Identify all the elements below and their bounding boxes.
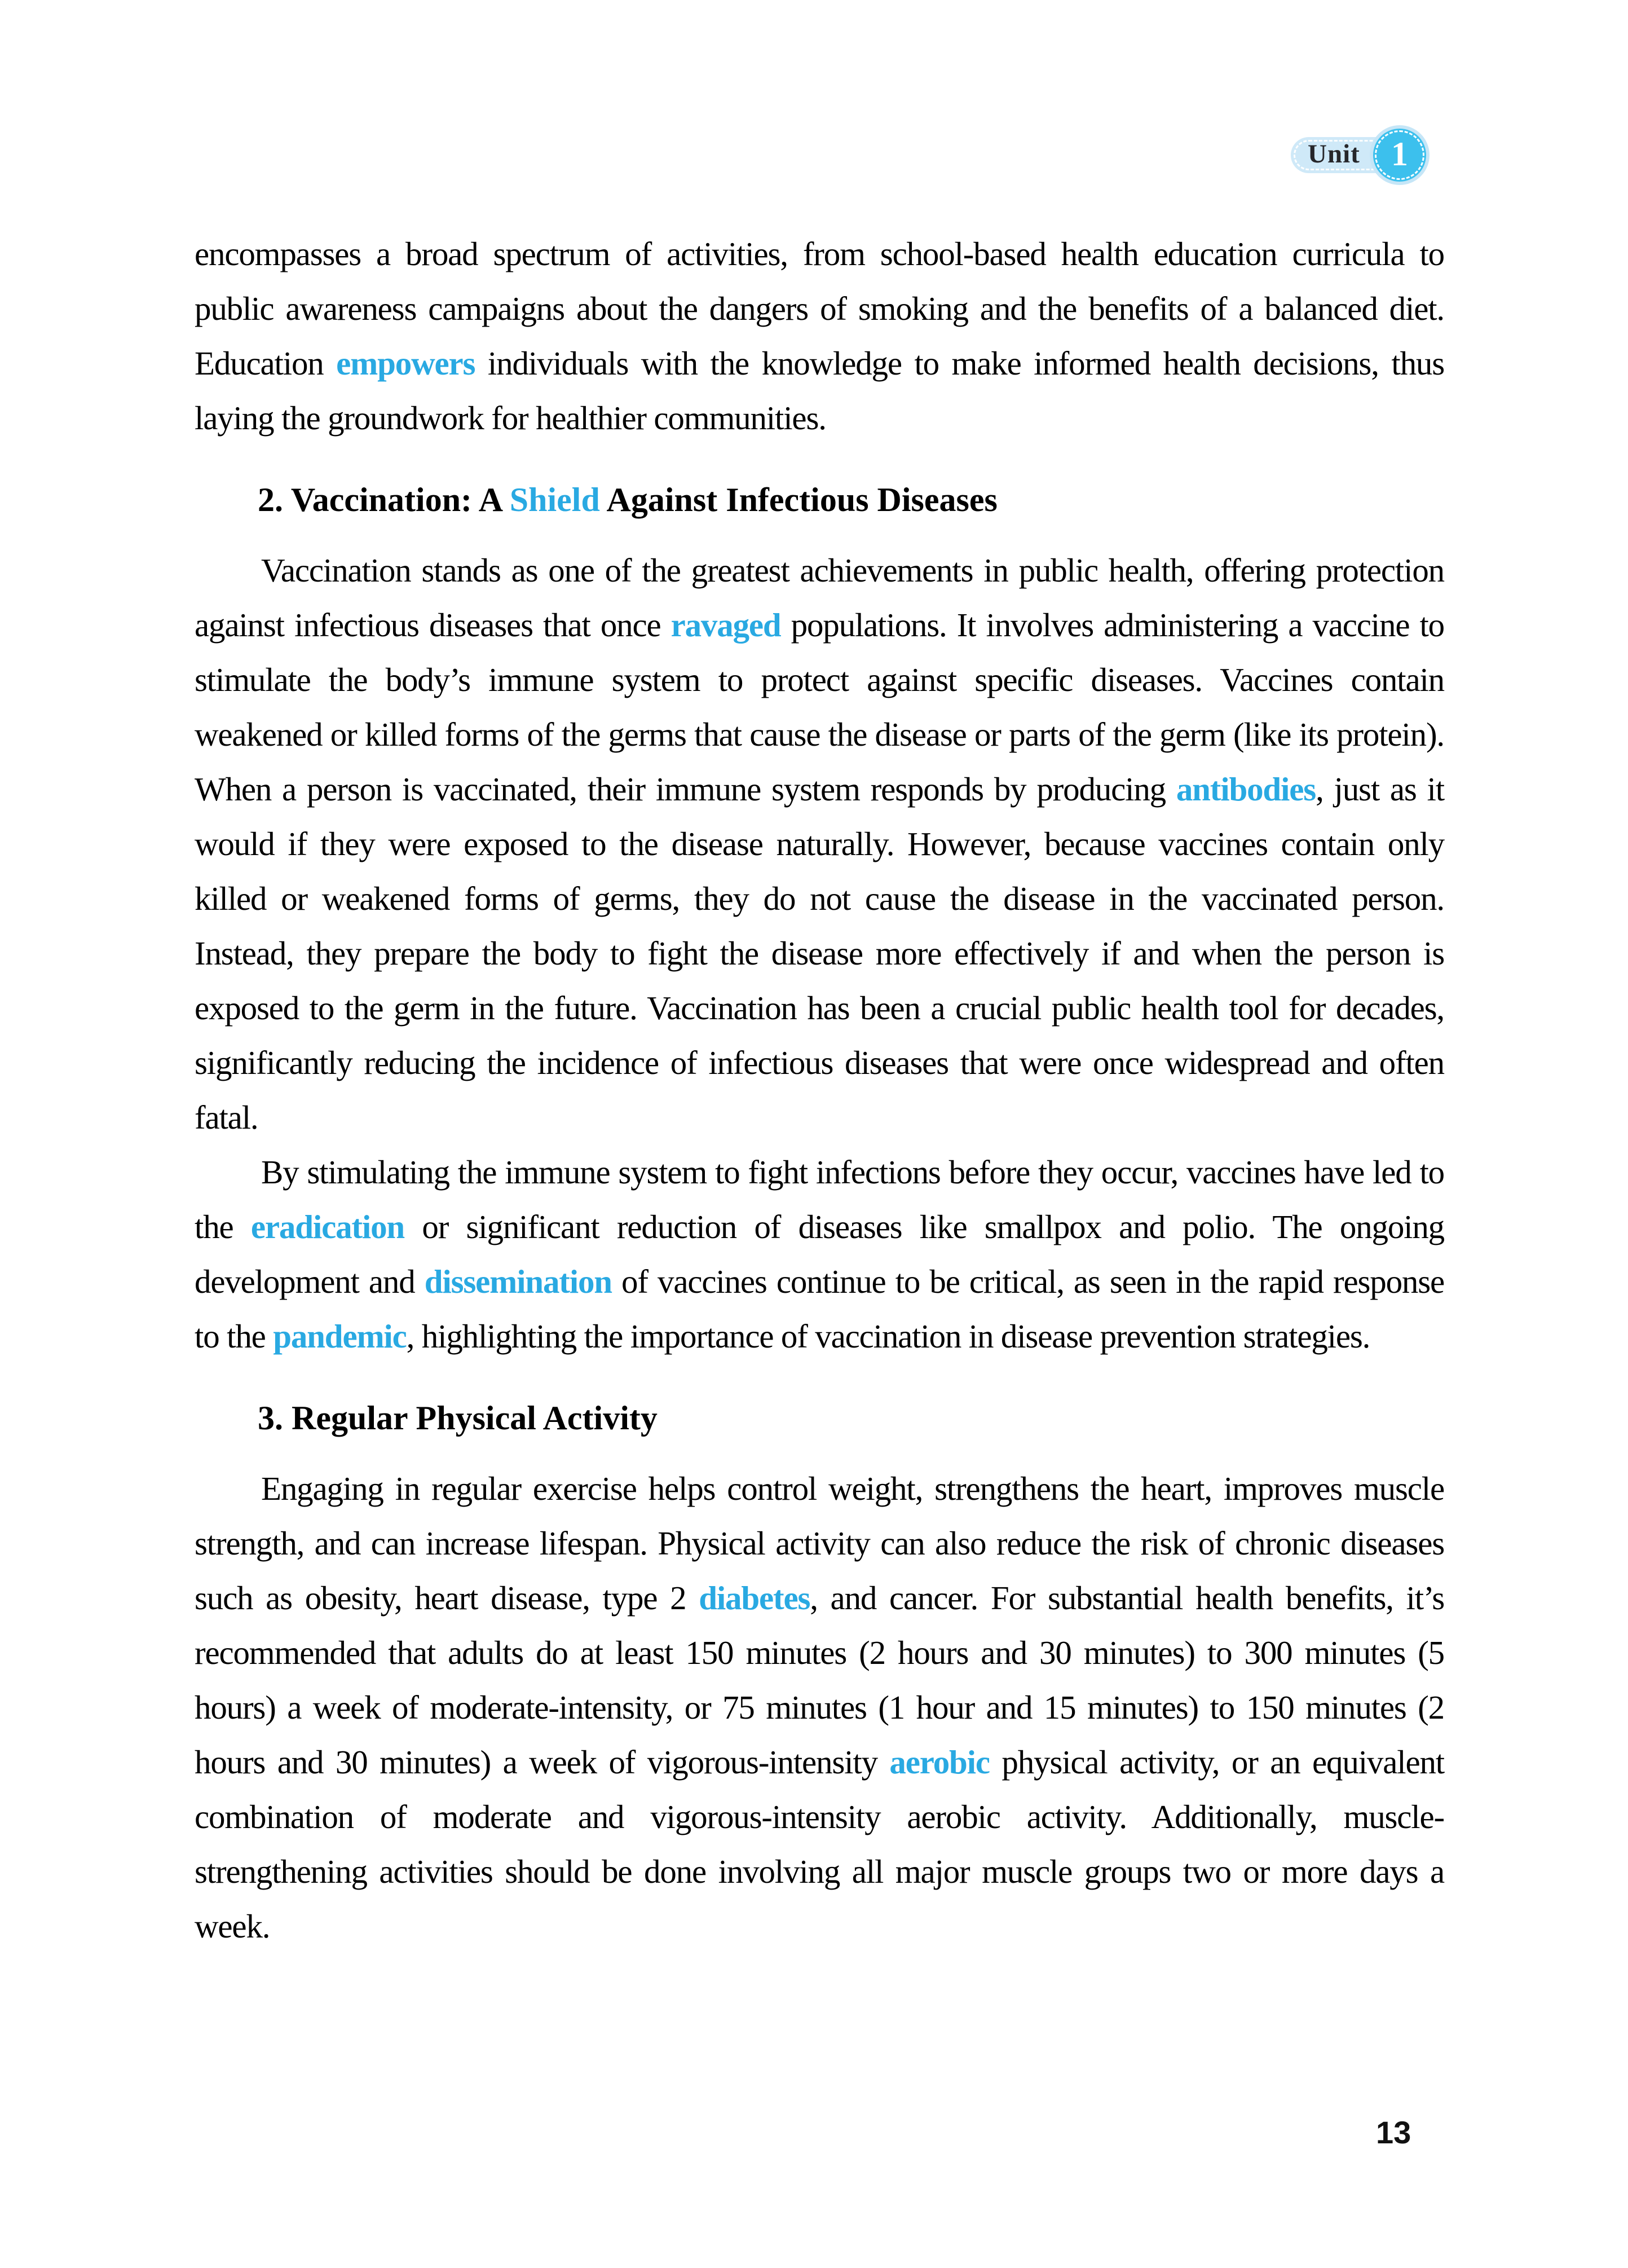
keyword-term: Shield (509, 481, 600, 518)
keyword-term: pandemic (273, 1318, 407, 1355)
keyword-term: aerobic (889, 1743, 990, 1781)
article-body (195, 227, 1444, 1954)
body-paragraph: Vaccination stands as one of the greatest achievements in public health, offering protection against infectious diseases that once ravaged populations. It involves administering a vaccine to stimulate the body’s immune system to protect against specific diseases. Vaccines contain weakened or killed forms of the germs that cause the disease or parts of the germ (like its protein). When a person is vaccinated, their immune system responds by producing antibodies, just as it would if they were exposed to the disease naturally. However, because vaccines contain only killed or weakened forms of germs, they do not cause the disease in the vaccinated person. Instead, they prepare the body to fight the disease more effectively if and when the person is exposed to the germ in the future. Vaccination has been a crucial public health tool for decades, significantly reducing the incidence of infectious diseases that were once widespread and often fatal. (195, 552, 1444, 1136)
keyword-term: antibodies (1176, 770, 1316, 808)
body-paragraph: encompasses a broad spectrum of activities, from school-based health education curricula to public awareness campaigns about the dangers of smoking and the benefits of a balanced diet. Education empowers individuals with the knowledge to make informed health decisions, thus laying the groundwork for healthier communities. (195, 235, 1445, 437)
unit-label: Unit (1308, 139, 1360, 169)
unit-number: 1 (1391, 135, 1408, 173)
page-number: 13 (1376, 2115, 1411, 2150)
section-heading: 2. Vaccination: A Shield Against Infectious Diseases (258, 481, 998, 518)
keyword-term: eradication (250, 1208, 405, 1245)
unit-number-circle-fill (1373, 129, 1426, 182)
body-paragraph: By stimulating the immune system to fight infections before they occur, vaccines have led to the eradication or significant reduction of diseases like smallpox and polio. The ongoing development and dissemination of vaccines continue to be critical, as seen in the rapid response to the pandemic, highlighting the importance of vaccination in disease prevention strategies. (195, 1153, 1444, 1355)
keyword-term: dissemination (424, 1263, 612, 1300)
unit-number-circle (1370, 125, 1430, 185)
keyword-term: diabetes (699, 1579, 810, 1617)
keyword-term: empowers (336, 345, 475, 382)
section-heading: 3. Regular Physical Activity (258, 1399, 658, 1437)
keyword-term: ravaged (670, 606, 781, 644)
body-paragraph: Engaging in regular exercise helps control weight, strengthens the heart, improves muscle strength, and can increase lifespan. Physical activity can also reduce the risk of chronic diseases such as obesity, heart disease, type 2 diabetes, and cancer. For substantial health benefits, it’s recommended that adults do at least 150 minutes (2 hours and 30 minutes) to 300 minutes (5 hours) a week of moderate-intensity, or 75 minutes (1 hour and 15 minutes) to 150 minutes (2 hours and 30 minutes) a week of vigorous-intensity aerobic physical activity, or an equivalent combination of moderate and vigorous-intensity aerobic activity. Additionally, muscle-strengthening activities should be done involving all major muscle groups two or more days a week. (195, 1470, 1444, 1945)
unit-badge (1291, 125, 1430, 185)
